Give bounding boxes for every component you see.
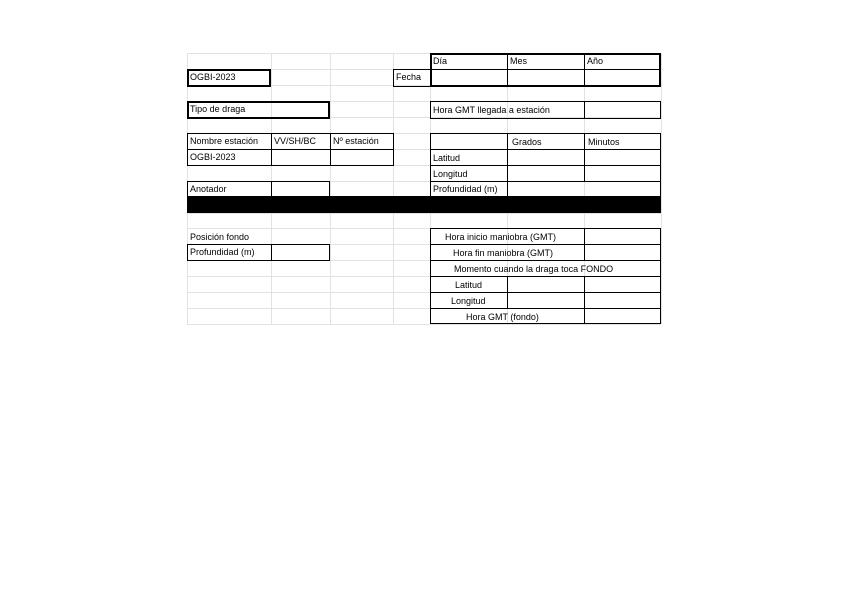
header-month: Mes xyxy=(510,56,528,66)
header-year: Año xyxy=(587,56,604,66)
depth-label: Profundidad (m) xyxy=(433,184,498,194)
fecha-label: Fecha xyxy=(396,72,422,82)
coords-row-2 xyxy=(430,165,661,166)
date-divider xyxy=(430,69,661,70)
maneuver-row-3 xyxy=(430,276,661,277)
station-row-divider xyxy=(187,149,394,150)
station-col-divider-2 xyxy=(330,133,331,166)
date-col-divider-1 xyxy=(507,53,508,87)
station-number-header: Nº estación xyxy=(333,136,379,146)
grid-col-line xyxy=(330,53,331,324)
maneuver-row-5 xyxy=(430,308,661,309)
separator-bar xyxy=(187,196,661,213)
maneuver-end-label: Hora fin maniobra (GMT) xyxy=(453,248,554,258)
grid-col-line xyxy=(661,53,662,324)
bottom-depth-label: Profundidad (m) xyxy=(190,247,255,257)
coords-row-1 xyxy=(430,149,661,150)
date-header-box xyxy=(430,53,661,87)
minutes-header: Minutos xyxy=(588,137,620,147)
header-day: Día xyxy=(433,56,448,66)
longitude-label: Longitud xyxy=(433,169,468,179)
station-name-value: OGBI-2023 xyxy=(190,152,236,162)
bottom-longitude-label: Longitud xyxy=(451,296,486,306)
arrival-divider xyxy=(584,101,585,119)
station-type-header: VV/SH/BC xyxy=(274,136,317,146)
latitude-label: Latitud xyxy=(433,153,461,163)
bottom-contact-label: Momento cuando la draga toca FONDO xyxy=(454,264,614,274)
bottom-depth-divider xyxy=(271,244,272,261)
maneuver-col-a xyxy=(584,228,585,260)
maneuver-row-2 xyxy=(430,260,661,261)
campaign-label: OGBI-2023 xyxy=(190,72,236,82)
maneuver-start-label: Hora inicio maniobra (GMT) xyxy=(445,232,557,242)
coords-row-3 xyxy=(430,181,661,182)
grid-row-line xyxy=(187,324,661,325)
bottom-gmt-label: Hora GMT (fondo) xyxy=(466,312,539,322)
maneuver-col-b xyxy=(507,276,508,308)
dredge-type-label: Tipo de draga xyxy=(190,104,246,114)
station-col-divider-1 xyxy=(271,133,272,166)
maneuver-col-c xyxy=(584,276,585,324)
maneuver-row-1 xyxy=(430,244,661,245)
date-col-divider-2 xyxy=(584,53,585,87)
depth-col xyxy=(507,181,508,197)
annotator-divider xyxy=(271,181,272,197)
coords-col-1 xyxy=(507,133,508,181)
maneuver-row-4 xyxy=(430,292,661,293)
station-name-header: Nombre estación xyxy=(190,136,259,146)
degrees-header: Grados xyxy=(512,137,542,147)
arrival-time-label: Hora GMT llegada a estación xyxy=(433,105,550,115)
coords-col-2 xyxy=(584,133,585,181)
bottom-position-label: Posición fondo xyxy=(190,232,250,242)
annotator-label: Anotador xyxy=(190,184,227,194)
grid-row-line xyxy=(187,213,661,214)
grid-col-line xyxy=(393,53,394,324)
bottom-latitude-label: Latitud xyxy=(455,280,483,290)
